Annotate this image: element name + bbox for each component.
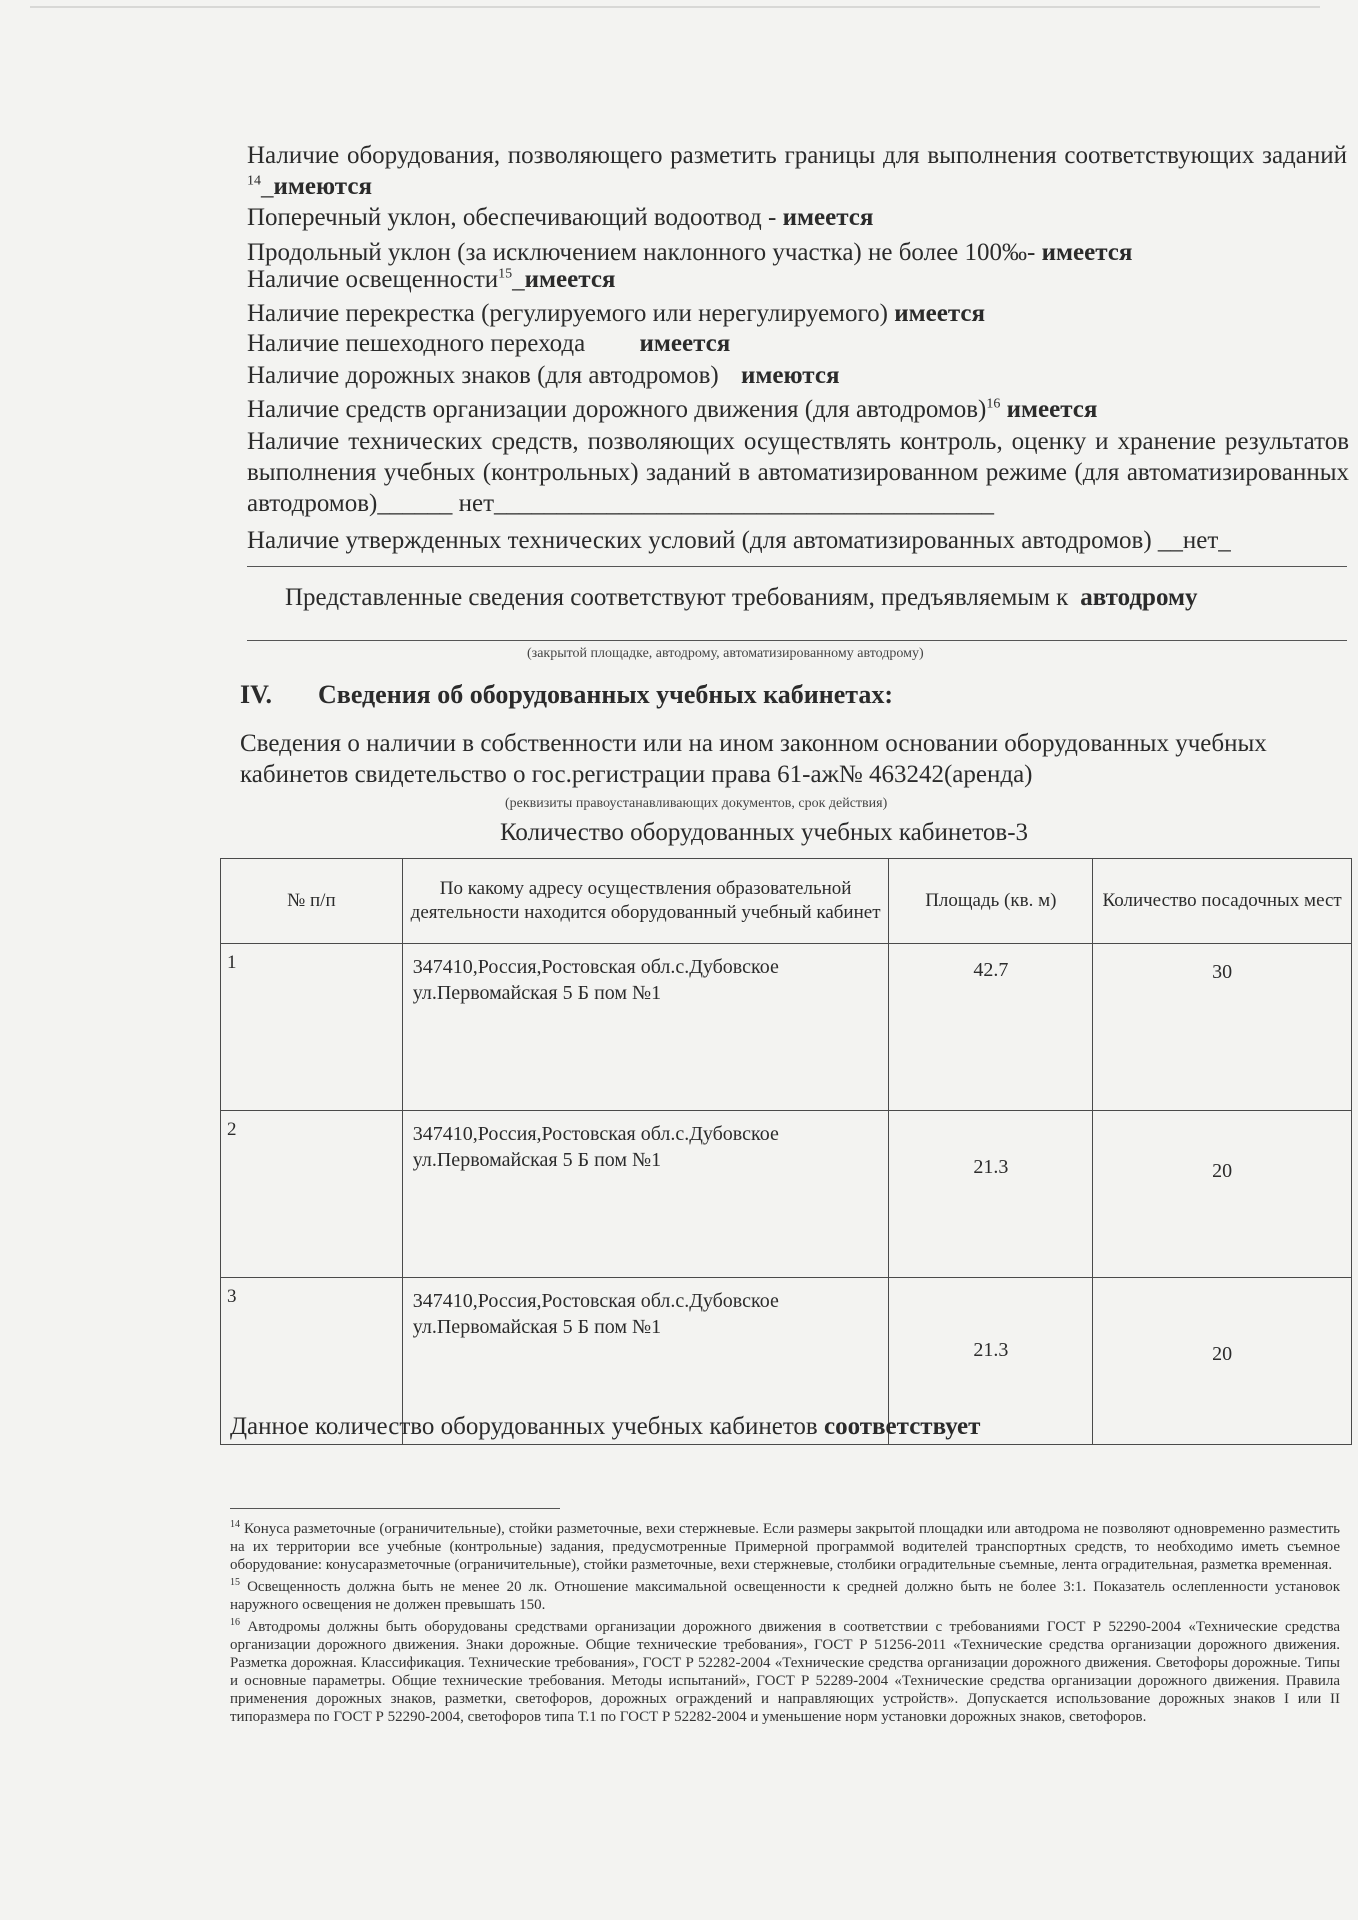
- requirement-line: Наличие технических средств, позволяющих осуществлять контроль, оценку и хранение результатов выполнения учебных (контрольных) заданий в автоматизированном режиме (для автоматизированных автодромов)______ нет________________________________________: [247, 428, 1349, 517]
- row-address: 347410,Россия,Ростовская обл.с.Дубовское ул.Первомайская 5 Б пом №1: [402, 944, 889, 1111]
- row-area: 21.3: [889, 1111, 1093, 1278]
- requirement-value: имеется: [639, 330, 731, 357]
- row-area: 42.7: [889, 944, 1093, 1111]
- column-header: № п/п: [221, 859, 403, 944]
- row-address: 347410,Россия,Ростовская обл.с.Дубовское ул.Первомайская 5 Б пом №1: [402, 1278, 889, 1445]
- summary-line: Данное количество оборудованных учебных кабинетов соответствует: [230, 1413, 981, 1440]
- cabinets-info: Сведения о наличии в собственности или на ином законном основании оборудованных учебных кабинетов свидетельство о гос.регистрации права 61-аж№ 463242(аренда): [240, 730, 1267, 788]
- requirement-value: нет: [458, 490, 495, 517]
- requirement-line: $^{14}$_имеются: [247, 173, 373, 200]
- requirement-line: Наличие средств организации дорожного движения (для автодромов)$^{16}$ имеется: [247, 396, 1098, 423]
- conclusion-caption: (закрытой площадке, автодрому, автоматизированному автодрому): [527, 646, 924, 661]
- row-area: 21.3: [889, 1278, 1093, 1445]
- requirement-value: имеется: [894, 300, 986, 327]
- requirement-value: имеется: [1006, 396, 1098, 423]
- conclusion-line: Представленные сведения соответствуют требованиям, предъявляемым к автодрому: [285, 584, 1198, 611]
- column-header: По какому адресу осуществления образовательной деятельности находится оборудованный учебный кабинет: [402, 859, 889, 944]
- requirement-value: имеется: [1041, 239, 1133, 266]
- row-seats: 30: [1093, 944, 1352, 1111]
- requirement-line: Наличие дорожных знаков (для автодромов) имеются: [247, 362, 840, 389]
- requirement-value: имеются: [273, 173, 373, 200]
- divider: [247, 640, 1347, 641]
- divider: [247, 566, 1347, 567]
- requirement-value: имеется: [524, 266, 616, 293]
- requirement-line: Наличие пешеходного перехода имеется: [247, 330, 731, 357]
- requirement-line: Продольный уклон (за исключением наклонного участка) не более 100‰- имеется: [247, 239, 1133, 266]
- row-number: 1: [221, 944, 403, 1111]
- footnotes: [230, 1516, 1340, 1726]
- footnote: $^{16}$ Автодромы должны быть оборудованы средствами организации дорожного движения в соответствии с требованиями ГОСТ Р 52290-2004 «Технические средства организации дорожного движения. Знаки дорожные. Общие технические требования», ГОСТ Р 51256-2011 «Технические средства организации дорожного движения. Разметка дорожная. Классификация. Технические требования», ГОСТ Р 52282-2004 «Технические средства организации дорожного движения. Светофоры дорожные. Типы и основные параметры. Общие технические требования. Методы испытаний», ГОСТ Р 52289-2004 «Технические средства организации дорожного движения. Правила применения дорожных знаков, разметки, светофоров, дорожных ограждений и направляющих устройств». Допускается использование дорожных знаков I или II типоразмера по ГОСТ Р 52290-2004, светофоров типа Т.1 по ГОСТ Р 52282-2004 и уменьшение норм установки дорожных знаков, светофоров.: [230, 1617, 1341, 1725]
- requirement-value: имеется: [782, 204, 874, 231]
- row-seats: 20: [1093, 1111, 1352, 1278]
- cabinets-table: [220, 858, 1352, 1445]
- row-number: 3: [221, 1278, 403, 1445]
- column-header: Количество посадочных мест: [1093, 859, 1352, 944]
- table-row: [221, 1111, 1352, 1278]
- section-heading: IV. Сведения об оборудованных учебных кабинетах:: [240, 680, 893, 709]
- conclusion-value: автодрому: [1080, 584, 1198, 611]
- table-row: [221, 944, 1352, 1111]
- row-address: 347410,Россия,Ростовская обл.с.Дубовское ул.Первомайская 5 Б пом №1: [402, 1111, 889, 1278]
- row-seats: 20: [1093, 1278, 1352, 1445]
- requirement-line: Поперечный уклон, обеспечивающий водоотвод - имеется: [247, 204, 874, 231]
- footnote: $^{15}$ Освещенность должна быть не менее 20 лк. Отношение максимальной освещенности к средней должно быть не более 3:1. Показатель ослепленности установок наружного освещения не должен превышать 150.: [230, 1577, 1341, 1613]
- requirement-line: Наличие перекрестка (регулируемого или нерегулируемого) имеется: [247, 300, 986, 327]
- table-header-row: [221, 859, 1352, 944]
- cabinets-count: Количество оборудованных учебных кабинетов-3: [500, 819, 1029, 846]
- requirement-value: имеются: [740, 362, 840, 389]
- requirement-line: Наличие утвержденных технических условий (для автоматизированных автодромов) __нет_: [247, 527, 1231, 554]
- info-caption: (реквизиты правоустанавливающих документов, срок действия): [505, 796, 888, 811]
- summary-value: соответствует: [823, 1413, 981, 1440]
- footnote-divider: [230, 1508, 560, 1509]
- scan-edge: [30, 6, 1320, 8]
- requirement-line: Наличие освещенности$^{15}$_имеется: [247, 266, 616, 293]
- requirement-value: нет: [1182, 527, 1219, 554]
- requirement-line: Наличие оборудования, позволяющего разметить границы для выполнения соответствующих заданий: [247, 142, 1347, 169]
- column-header: Площадь (кв. м): [889, 859, 1093, 944]
- row-number: 2: [221, 1111, 403, 1278]
- footnote: $^{14}$ Конуса разметочные (ограничительные), стойки разметочные, вехи стержневые. Если размеры закрытой площадки или автодрома не позволяют одновременно разместить на их территории все учебные (контрольные) задания, предусмотренные Примерной программой водителей транспортных средств, то необходимо иметь съемное оборудование: конусаразметочные (ограничительные), стойки разметочные, вехи стержневые, столбики оградительные съемные, лента оградительная, разметка временная.: [230, 1519, 1340, 1573]
